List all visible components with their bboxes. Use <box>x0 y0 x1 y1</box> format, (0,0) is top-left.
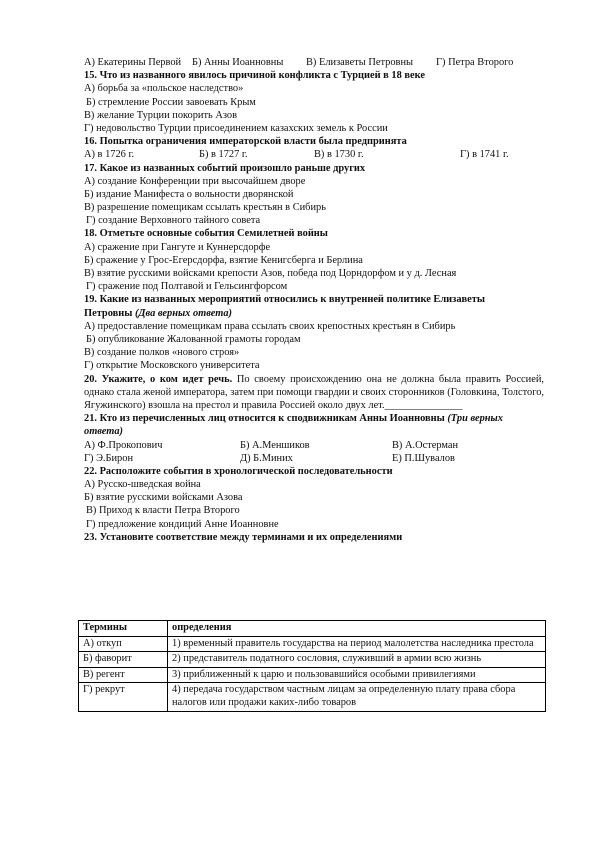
option: Б) сражение у Грос-Егерсдорфа, взятие Кенигсберга и Берлина <box>84 254 363 266</box>
option: Г) сражение под Полтавой и Гельсингфорсом <box>86 281 288 293</box>
q14-options <box>84 56 544 69</box>
option: Б) издание Манифеста о вольности дворянской <box>84 188 294 200</box>
option: Б) взятие русскими войсками Азова <box>84 492 243 504</box>
option: Е) П.Шувалов <box>392 452 455 464</box>
question-title: 20. Укажите, о ком идет речь. <box>84 373 233 385</box>
option: Г) Э.Бирон <box>84 452 134 464</box>
question-title-part: Петровны <box>84 307 135 319</box>
table-row <box>79 652 546 668</box>
answer-blank[interactable]: _______________ <box>384 399 463 411</box>
option: Г) Петра Второго <box>436 57 514 68</box>
table-row <box>79 667 546 683</box>
option: Г) предложение кондиций Анне Иоанновне <box>86 518 279 530</box>
question-title: 17. Какое из названных событий произошло раньше других <box>84 162 366 174</box>
question-title-cont <box>84 307 544 320</box>
option: В) Приход к власти Петра Второго <box>86 505 240 517</box>
option: Б) А.Меншиков <box>240 439 310 451</box>
option: В) создание полков «нового строя» <box>84 347 240 359</box>
option: А) в 1726 г. <box>84 149 135 161</box>
answer-note: (Два верных ответа) <box>134 307 232 319</box>
option: А) Ф.Прокопович <box>84 439 163 451</box>
question-title: 23. Установите соответствие между терминами и их определениями <box>84 531 403 543</box>
table-row <box>79 636 546 652</box>
table-row <box>79 683 546 711</box>
option: Б) Анны Иоанновны <box>192 57 284 68</box>
terms-table <box>78 620 546 712</box>
option: А) борьба за «польское наследство» <box>84 83 244 95</box>
term-cell: Г) рекрут <box>79 683 168 711</box>
option: Б) опубликование Жалованной грамоты городам <box>86 333 301 345</box>
option: А) сражение при Гангуте и Куннерсдорфе <box>84 241 271 253</box>
option: Г) создание Верховного тайного совета <box>86 215 261 227</box>
option: Б) стремление России завоевать Крым <box>86 96 256 108</box>
definition-cell: 1) временный правитель государства на период малолетства наследника престола <box>168 636 546 652</box>
option: Г) открытие Московского университета <box>84 360 260 372</box>
option: Г) в 1741 г. <box>460 149 509 161</box>
q21-options-row2 <box>84 452 544 465</box>
option: А) предоставление помещикам права ссылать своих крепостных крестьян в Сибирь <box>84 320 456 332</box>
option: В) в 1730 г. <box>314 149 364 161</box>
question-20 <box>84 373 544 413</box>
question-title: 15. Что из названного явилось причиной конфликта с Турцией в 18 веке <box>84 70 425 82</box>
definition-cell: 3) приближенный к царю и пользовавшийся особыми привилегиями <box>168 667 546 683</box>
option: Б) в 1727 г. <box>199 149 248 161</box>
question-title: 19. Какие из названных мероприятий относились к внутренней политике Елизаветы <box>84 294 485 306</box>
term-cell: В) регент <box>79 667 168 683</box>
q21-options-row1 <box>84 439 544 452</box>
term-cell: А) откуп <box>79 636 168 652</box>
column-header: Термины <box>79 621 168 637</box>
option: Г) недовольство Турции присоединением казахских земель к России <box>84 122 388 134</box>
question-title: 21. Кто из перечисленных лиц относится к сподвижникам Анны Иоанновны <box>84 413 448 425</box>
option: А) создание Конференции при высочайшем дворе <box>84 175 306 187</box>
q16-options <box>84 148 544 161</box>
option: В) Елизаветы Петровны <box>306 57 413 68</box>
table-header-row <box>79 621 546 637</box>
answer-note: (Три верных ответа) <box>84 413 503 438</box>
question-text: По своему происхождению она не должна была править Россией, однако стала женой императора, затем при помощи гвардии и своих сторонников (Головкина, Толстого, Ягужинского) взошла на престол и правила Россией около двух лет. <box>84 373 544 411</box>
question-title: 16. Попытка ограничения императорской власти была предпринята <box>84 136 407 148</box>
column-header: определения <box>168 621 546 637</box>
option: В) взятие русскими войсками крепости Азов, победа под Цорндорфом и у д. Лесная <box>84 268 457 279</box>
option: В) разрешение помещикам ссылать крестьян в Сибирь <box>84 202 326 214</box>
question-title: 22. Расположите события в хронологической последовательности <box>84 465 393 477</box>
option: Д) Б.Миних <box>240 452 293 464</box>
option: А) Русско-шведская война <box>84 479 201 491</box>
definition-cell: 2) представитель податного сословия, служивший в армии всю жизнь <box>168 652 546 668</box>
definition-cell: 4) передача государством частным лицам за определенную плату права сбора налогов или продажи каких-либо товаров <box>168 683 546 711</box>
question-21-title <box>84 412 544 438</box>
option: В) желание Турции покорить Азов <box>84 109 238 121</box>
term-cell: Б) фаворит <box>79 652 168 668</box>
question-title: 18. Отметьте основные события Семилетней войны <box>84 228 328 240</box>
option: А) Екатерины Первой <box>84 57 182 68</box>
option: В) А.Остерман <box>392 439 459 451</box>
test-content <box>84 56 544 544</box>
